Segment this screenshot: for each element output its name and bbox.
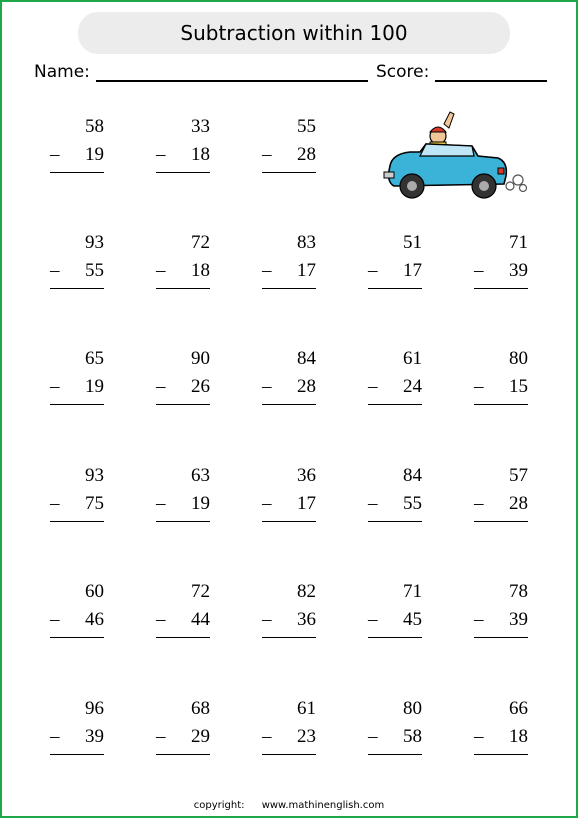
minus-sign: – (368, 493, 378, 514)
minus-sign: – (474, 726, 484, 747)
minuend: 61 (297, 698, 316, 719)
subtrahend: 44 (191, 609, 210, 630)
answer-line[interactable] (50, 637, 104, 638)
subtrahend: 23 (297, 726, 316, 747)
minus-sign: – (156, 260, 166, 281)
minuend: 57 (509, 465, 528, 486)
subtrahend: 39 (509, 609, 528, 630)
answer-line[interactable] (156, 521, 210, 522)
minus-sign: – (156, 144, 166, 165)
subtrahend: 75 (85, 493, 104, 514)
answer-line[interactable] (50, 754, 104, 755)
minus-sign: – (474, 376, 484, 397)
subtrahend: 29 (191, 726, 210, 747)
minuend: 90 (191, 348, 210, 369)
minuend: 60 (85, 581, 104, 602)
subtrahend: 28 (297, 376, 316, 397)
minuend: 83 (297, 232, 316, 253)
minuend: 82 (297, 581, 316, 602)
answer-line[interactable] (368, 404, 422, 405)
minuend: 84 (403, 465, 422, 486)
subtrahend: 15 (509, 376, 528, 397)
answer-line[interactable] (368, 288, 422, 289)
subtrahend: 39 (509, 260, 528, 281)
subtrahend: 19 (85, 376, 104, 397)
minuend: 71 (403, 581, 422, 602)
subtrahend: 24 (403, 376, 422, 397)
subtraction-problem (156, 698, 210, 754)
score-line[interactable] (435, 62, 547, 82)
minus-sign: – (474, 493, 484, 514)
subtrahend: 39 (85, 726, 104, 747)
subtrahend: 17 (297, 493, 316, 514)
answer-line[interactable] (474, 521, 528, 522)
subtraction-problem (262, 465, 316, 521)
minus-sign: – (474, 609, 484, 630)
subtrahend: 19 (85, 144, 104, 165)
subtrahend: 19 (191, 493, 210, 514)
answer-line[interactable] (156, 404, 210, 405)
subtraction-problem (368, 348, 422, 404)
minus-sign: – (50, 493, 60, 514)
minus-sign: – (474, 260, 484, 281)
answer-line[interactable] (262, 637, 316, 638)
minuend: 61 (403, 348, 422, 369)
subtrahend: 46 (85, 609, 104, 630)
minuend: 93 (85, 232, 104, 253)
subtraction-problem (262, 581, 316, 637)
subtraction-problem (474, 465, 528, 521)
answer-line[interactable] (368, 637, 422, 638)
minus-sign: – (262, 376, 272, 397)
subtraction-problem (156, 232, 210, 288)
minus-sign: – (262, 726, 272, 747)
minuend: 72 (191, 232, 210, 253)
subtrahend: 28 (297, 144, 316, 165)
subtrahend: 18 (191, 260, 210, 281)
minus-sign: – (50, 609, 60, 630)
minus-sign: – (262, 144, 272, 165)
score-label: Score: (376, 62, 430, 82)
subtrahend: 45 (403, 609, 422, 630)
subtraction-problem (50, 465, 104, 521)
answer-line[interactable] (474, 288, 528, 289)
subtrahend: 28 (509, 493, 528, 514)
minus-sign: – (368, 609, 378, 630)
answer-line[interactable] (368, 754, 422, 755)
subtraction-problem (368, 698, 422, 754)
minuend: 80 (403, 698, 422, 719)
minuend: 68 (191, 698, 210, 719)
minuend: 55 (297, 116, 316, 137)
subtraction-problem (50, 232, 104, 288)
subtraction-problem (474, 698, 528, 754)
subtraction-problem (156, 465, 210, 521)
answer-line[interactable] (262, 172, 316, 173)
subtraction-problem (156, 348, 210, 404)
minuend: 80 (509, 348, 528, 369)
subtrahend: 58 (403, 726, 422, 747)
minuend: 63 (191, 465, 210, 486)
subtraction-problem (262, 348, 316, 404)
minus-sign: – (156, 376, 166, 397)
subtrahend: 18 (191, 144, 210, 165)
subtrahend: 55 (85, 260, 104, 281)
subtraction-problem (50, 698, 104, 754)
answer-line[interactable] (156, 172, 210, 173)
minus-sign: – (262, 260, 272, 281)
answer-line[interactable] (262, 754, 316, 755)
minus-sign: – (368, 376, 378, 397)
answer-line[interactable] (156, 637, 210, 638)
subtraction-problem (156, 581, 210, 637)
subtraction-problem (262, 232, 316, 288)
car-cartoon-icon (380, 110, 530, 206)
minus-sign: – (156, 726, 166, 747)
answer-line[interactable] (262, 288, 316, 289)
subtraction-problem (368, 232, 422, 288)
minus-sign: – (368, 726, 378, 747)
minuend: 65 (85, 348, 104, 369)
subtrahend: 18 (509, 726, 528, 747)
answer-line[interactable] (156, 288, 210, 289)
answer-line[interactable] (50, 404, 104, 405)
answer-line[interactable] (262, 404, 316, 405)
subtrahend: 26 (191, 376, 210, 397)
site-link[interactable]: www.mathinenglish.com (261, 800, 385, 811)
name-field (34, 62, 368, 82)
answer-line[interactable] (50, 172, 104, 173)
footer (2, 800, 576, 811)
subtraction-problem (368, 581, 422, 637)
answer-line[interactable] (474, 404, 528, 405)
answer-line[interactable] (50, 521, 104, 522)
subtraction-problem (50, 581, 104, 637)
minuend: 66 (509, 698, 528, 719)
subtraction-problem (262, 698, 316, 754)
answer-line[interactable] (368, 521, 422, 522)
minuend: 78 (509, 581, 528, 602)
subtrahend: 17 (403, 260, 422, 281)
minuend: 58 (85, 116, 104, 137)
worksheet-title: Subtraction within 100 (78, 12, 510, 54)
subtrahend: 36 (297, 609, 316, 630)
minus-sign: – (156, 609, 166, 630)
subtraction-problem (474, 348, 528, 404)
answer-line[interactable] (50, 288, 104, 289)
subtraction-problem (156, 116, 210, 172)
subtrahend: 55 (403, 493, 422, 514)
minus-sign: – (50, 376, 60, 397)
minus-sign: – (368, 260, 378, 281)
minuend: 72 (191, 581, 210, 602)
copyright-label: copyright: (193, 800, 245, 811)
answer-line[interactable] (156, 754, 210, 755)
answer-line[interactable] (474, 754, 528, 755)
minus-sign: – (262, 609, 272, 630)
minus-sign: – (50, 726, 60, 747)
answer-line[interactable] (474, 637, 528, 638)
minuend: 93 (85, 465, 104, 486)
minus-sign: – (50, 260, 60, 281)
minuend: 84 (297, 348, 316, 369)
minuend: 51 (403, 232, 422, 253)
score-field (376, 62, 547, 82)
subtraction-problem (474, 232, 528, 288)
minuend: 71 (509, 232, 528, 253)
subtraction-problem (50, 348, 104, 404)
minuend: 96 (85, 698, 104, 719)
minus-sign: – (50, 144, 60, 165)
subtrahend: 17 (297, 260, 316, 281)
name-label: Name: (34, 62, 90, 82)
subtraction-problem (368, 465, 422, 521)
subtraction-problem (50, 116, 104, 172)
answer-line[interactable] (262, 521, 316, 522)
minus-sign: – (156, 493, 166, 514)
subtraction-problem (474, 581, 528, 637)
minus-sign: – (262, 493, 272, 514)
name-line[interactable] (96, 62, 368, 82)
minuend: 36 (297, 465, 316, 486)
subtraction-problem (262, 116, 316, 172)
minuend: 33 (191, 116, 210, 137)
